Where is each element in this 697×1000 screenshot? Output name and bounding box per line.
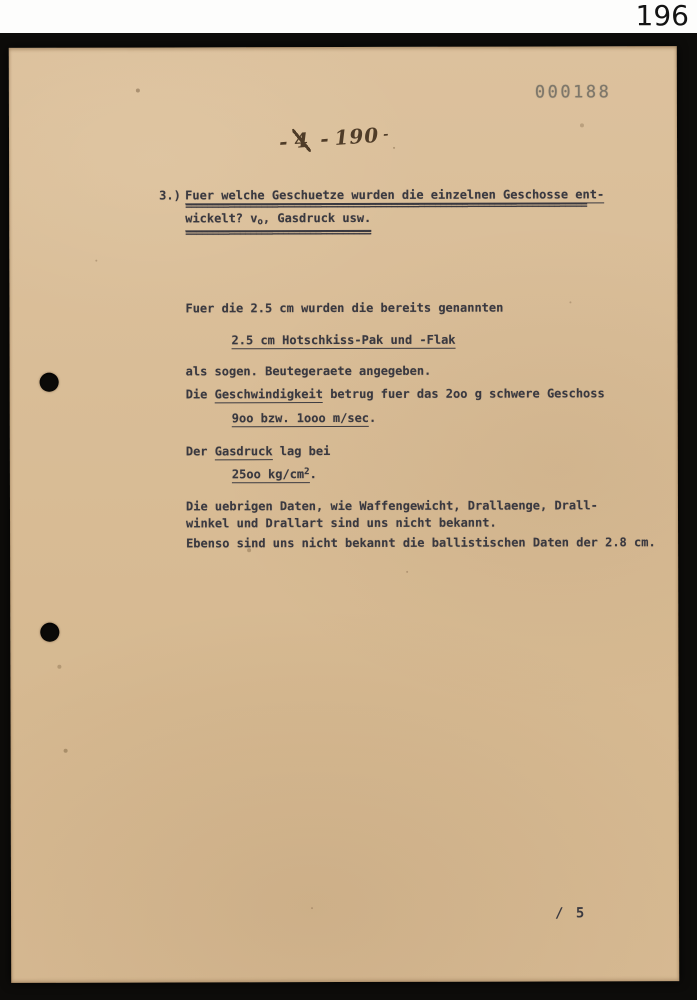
typed-page-mark: / 5 (555, 905, 587, 922)
scan-page-number: 196 (635, 0, 689, 32)
velocity-value: 9oo bzw. 1ooo m/sec (231, 410, 370, 426)
punch-hole-top (40, 373, 59, 392)
heading-line2-text: wickelt? $v_o$, Gasdruck usw. ===== (185, 211, 371, 231)
archive-stamp: 000188 (534, 82, 612, 103)
paragraph-gas-pressure: Der Gasdruck lag bei (185, 444, 331, 459)
heading-line1-text: Fuer welche Geschuetze wurden die einzelnen Geschosse ent- ===== (185, 187, 604, 204)
gas-pressure-value-line: 25oo $kg/cm^2$. (231, 467, 317, 482)
annotation-number: 190 (333, 122, 381, 150)
velocity-value-line: 9oo bzw. 1ooo m/sec. (231, 410, 377, 426)
question-heading-line1 (185, 187, 604, 204)
document-page (9, 46, 679, 983)
paper-specks (9, 48, 11, 50)
annotation-dash: - (278, 129, 290, 154)
gas-pressure-value: 25oo $kg/cm^2$ (231, 467, 310, 482)
velocity-term: Geschwindigkeit (214, 387, 323, 402)
paragraph-final-note: Ebenso sind uns nicht bekannt die ballistischen Daten der 2.8 cm. (186, 535, 656, 551)
gas-pressure-term: Gasdruck (214, 444, 273, 459)
annotation-tail-mark: - (382, 127, 391, 143)
v0-subscript: o (257, 217, 263, 228)
paragraph-other-data-line1: Die uebrigen Daten, wie Waffengewicht, Drallaenge, Drall- (185, 498, 598, 514)
scan-header-strip (0, 0, 697, 33)
heading-number: 3.) (159, 188, 181, 203)
annotation-dash: - (319, 126, 331, 152)
handwritten-page-annotation (278, 122, 390, 155)
question-heading-line2 (185, 211, 371, 231)
annotation-struck-number: 4 (293, 127, 311, 153)
gun-name-line (232, 333, 456, 348)
paragraph-velocity: Die Geschwindigkeit betrug fuer das 2oo g schwere Geschoss (185, 386, 605, 402)
punch-hole-bottom (40, 623, 59, 642)
paragraph-designation: als sogen. Beutegeraete angegeben. (185, 363, 432, 379)
paragraph-other-data-line2: winkel und Drallart sind uns nicht bekannt. (186, 515, 497, 531)
paragraph-intro: Fuer die 2.5 cm wurden die bereits genannten (185, 300, 504, 316)
gun-name-text: 2.5 cm Hotschkiss-Pak und -Flak (231, 332, 456, 348)
squared-superscript: 2 (304, 467, 310, 478)
